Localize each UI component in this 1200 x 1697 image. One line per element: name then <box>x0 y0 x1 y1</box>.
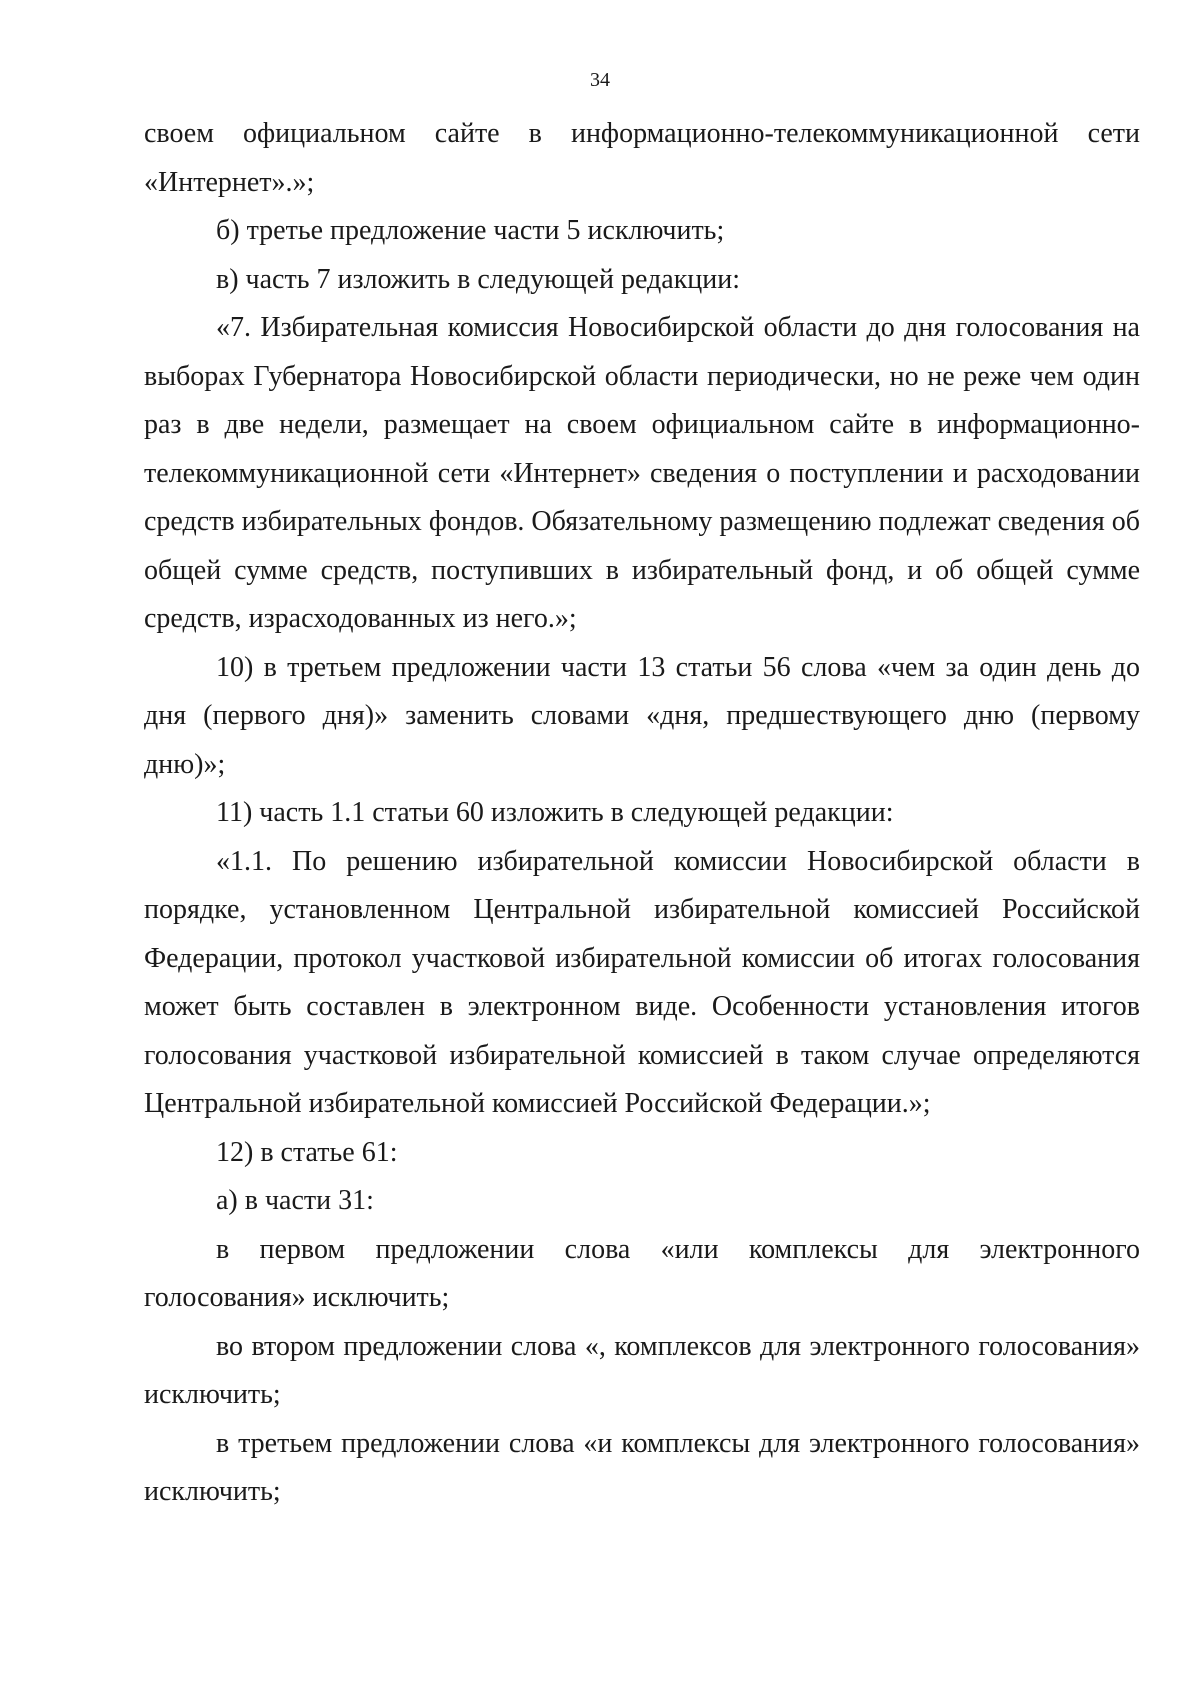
paragraph-continuation: своем официальном сайте в информационно-телекоммуникационной сети «Интернет».»; <box>144 118 1140 198</box>
paragraph-quote-part-7: «7. Избирательная комиссия Новосибирской области до дня голосования на выборах Губернатора Новосибирской области периодически, но не реже чем один раз в две недели, размещает на своем официальном сайте в информационно-телекоммуникационной сети «Интернет» сведения о поступлении и расходовании средств избирательных фондов. Обязательному размещению подлежат сведения об общей сумме средств, поступивших в избирательный фонд, и об общей сумме средств, израсходованных из него.»; <box>144 312 1140 634</box>
paragraph-item-11: 11) часть 1.1 статьи 60 изложить в следующей редакции: <box>216 797 894 828</box>
paragraph-item-v: в) часть 7 изложить в следующей редакции: <box>216 263 741 295</box>
page-number: 34 <box>590 69 610 91</box>
paragraph-third-sentence: в третьем предложении слова «и комплексы для электронного голосования» исключить; <box>144 1427 1140 1507</box>
paragraph-quote-part-1-1: «1.1. По решению избирательной комиссии Новосибирской области в порядке, установленном Центральной избирательной комиссией Российской Федерации, протокол участковой избирательной комиссии об итогах голосования может быть составлен в электронном виде. Особенности установления итогов голосования участковой избирательной комиссией в таком случае определяются Центральной избирательной комиссией Российской Федерации.»; <box>144 845 1140 1119</box>
paragraph-first-sentence: в первом предложении слова «или комплексы для электронного голосования» исключить; <box>144 1233 1140 1313</box>
paragraph-item-10: 10) в третьем предложении части 13 статьи 56 слова «чем за один день до дня (первого дня)» заменить словами «дня, предшествующего дню (первому дню)»; <box>144 651 1140 780</box>
document-body <box>144 110 1140 1517</box>
paragraph-item-b: б) третье предложение части 5 исключить; <box>216 215 725 246</box>
paragraph-item-a: а) в части 31: <box>216 1185 374 1216</box>
paragraph-item-12: 12) в статье 61: <box>216 1136 398 1168</box>
paragraph-second-sentence: во втором предложении слова «, комплексов для электронного голосования» исключить; <box>144 1330 1140 1410</box>
